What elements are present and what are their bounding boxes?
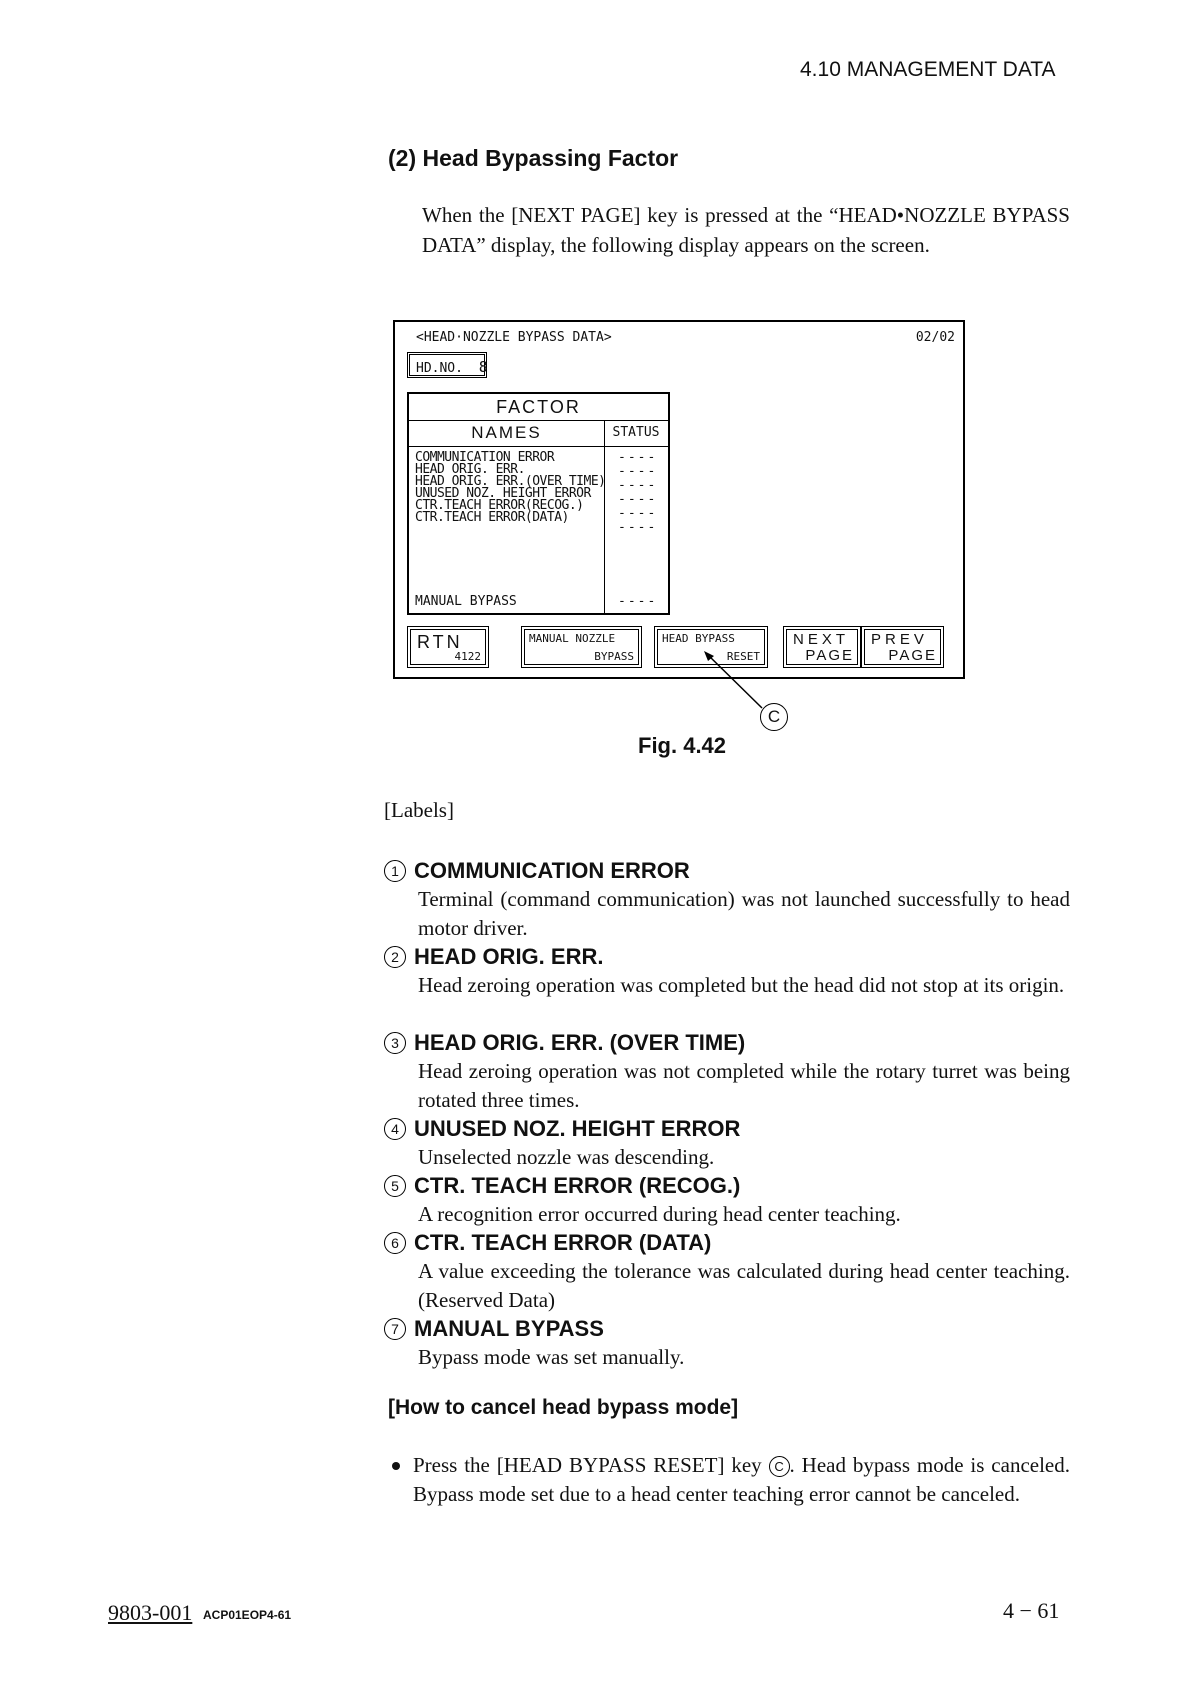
factor-status: ---- [618, 450, 658, 465]
rtn-key-label: RTN [417, 632, 463, 652]
factor-name: CTR.TEACH ERROR(DATA) [415, 510, 569, 525]
circled-number: 1 [384, 860, 406, 882]
prev-page-key-top: PREV [871, 631, 928, 648]
figure-caption: Fig. 4.42 [638, 733, 727, 758]
factor-status: ---- [618, 464, 658, 479]
head-number-field[interactable] [407, 352, 487, 378]
circled-number: 7 [384, 1318, 406, 1340]
label-description: Head zeroing operation was not completed while the rotary turret was being rotated three times. [418, 1059, 1070, 1112]
head-number-value: 8 [478, 358, 488, 376]
label-description: Head zeroing operation was completed but the head did not stop at its origin. [418, 973, 1065, 997]
head-bypass-key-bottom: RESET [726, 650, 760, 663]
rtn-key-code: 4122 [454, 650, 481, 663]
cancel-instruction [413, 1451, 1070, 1509]
section-heading: (2) Head Bypassing Factor [388, 145, 679, 171]
label-description: A recognition error occurred during head center teaching. [418, 1202, 901, 1226]
prev-page-key-bottom: PAGE [888, 647, 937, 664]
label-title-text: HEAD ORIG. ERR. (OVER TIME) [414, 1030, 746, 1055]
label-title [384, 1173, 740, 1199]
cancel-heading: [How to cancel head bypass mode] [388, 1396, 739, 1419]
callout-reference: C [769, 1456, 790, 1477]
column-divider [604, 420, 605, 613]
page-number: 4 − 61 [1003, 1598, 1060, 1623]
circled-number: 3 [384, 1032, 406, 1054]
label-title-text: UNUSED NOZ. HEIGHT ERROR [414, 1116, 741, 1141]
manual-bypass-status: ---- [618, 594, 658, 609]
document-number: 9803-001 [108, 1600, 193, 1625]
circled-number: 2 [384, 946, 406, 968]
prev-page-key[interactable] [861, 626, 944, 668]
circled-number: 6 [384, 1232, 406, 1254]
factor-status: ---- [618, 492, 658, 507]
label-title [384, 1030, 745, 1056]
bullet-icon [392, 1462, 400, 1470]
factor-name: HEAD ORIG. ERR.(OVER TIME) [415, 474, 606, 489]
label-description: Unselected nozzle was descending. [418, 1145, 715, 1169]
label-description: Bypass mode was set manually. [418, 1345, 685, 1369]
label-title [384, 944, 603, 970]
intro-paragraph: When the [NEXT PAGE] key is pressed at the “HEAD•NOZZLE BYPASS DATA” display, the following display appears on the screen. [422, 203, 1070, 257]
factor-status: ---- [618, 520, 658, 535]
next-page-key-bottom: PAGE [805, 647, 854, 664]
status-header: STATUS [604, 420, 668, 447]
head-number-label: HD.NO. [416, 361, 463, 376]
document-code: ACP01EOP4-61 [203, 1608, 292, 1622]
label-title-text: MANUAL BYPASS [414, 1316, 604, 1341]
factor-name: CTR.TEACH ERROR(RECOG.) [415, 498, 584, 513]
label-title [384, 1316, 604, 1342]
names-header: NAMES [409, 420, 604, 447]
label-title-text: CTR. TEACH ERROR (DATA) [414, 1230, 712, 1255]
manual-nozzle-key-bottom: BYPASS [594, 650, 634, 663]
factor-status: ---- [618, 478, 658, 493]
manual-bypass-name: MANUAL BYPASS [415, 594, 517, 609]
label-title-text: CTR. TEACH ERROR (RECOG.) [414, 1173, 741, 1198]
cancel-text-after: . Head bypass mode is canceled. Bypass mode set due to a head center teaching error cannot be canceled. [413, 1453, 1071, 1506]
head-bypass-key-top: HEAD BYPASS [662, 632, 735, 645]
next-page-key-top: NEXT [793, 631, 850, 648]
labels-heading: [Labels] [384, 798, 454, 822]
screen-title: <HEAD·NOZZLE BYPASS DATA> [416, 330, 612, 345]
screen-display [393, 320, 965, 679]
factor-table [407, 392, 670, 615]
manual-nozzle-key-top: MANUAL NOZZLE [529, 632, 616, 645]
factor-header: FACTOR [409, 394, 668, 421]
label-title-text: COMMUNICATION ERROR [414, 858, 690, 883]
circled-number: 4 [384, 1118, 406, 1140]
rtn-key[interactable] [407, 626, 489, 668]
next-page-key[interactable] [783, 626, 861, 668]
label-title [384, 1116, 740, 1142]
factor-name: COMMUNICATION ERROR [415, 450, 555, 465]
label-title-text: HEAD ORIG. ERR. [414, 944, 604, 969]
label-title [384, 858, 690, 884]
running-header: 4.10 MANAGEMENT DATA [800, 58, 1056, 81]
label-description: Terminal (command communication) was not launched successfully to head motor driver. [418, 887, 1070, 940]
label-title [384, 1230, 711, 1256]
cancel-text-before: Press the [HEAD BYPASS RESET] key [413, 1453, 762, 1477]
factor-status: ---- [618, 506, 658, 521]
factor-name: HEAD ORIG. ERR. [415, 462, 525, 477]
factor-name: UNUSED NOZ. HEIGHT ERROR [415, 486, 591, 501]
manual-nozzle-bypass-key[interactable] [521, 626, 642, 668]
circled-number: 5 [384, 1175, 406, 1197]
label-description: A value exceeding the tolerance was calculated during head center teaching. (Reserved Data) [418, 1259, 1070, 1312]
callout-c: C [760, 703, 788, 731]
screen-page-indicator: 02/02 [915, 330, 955, 345]
